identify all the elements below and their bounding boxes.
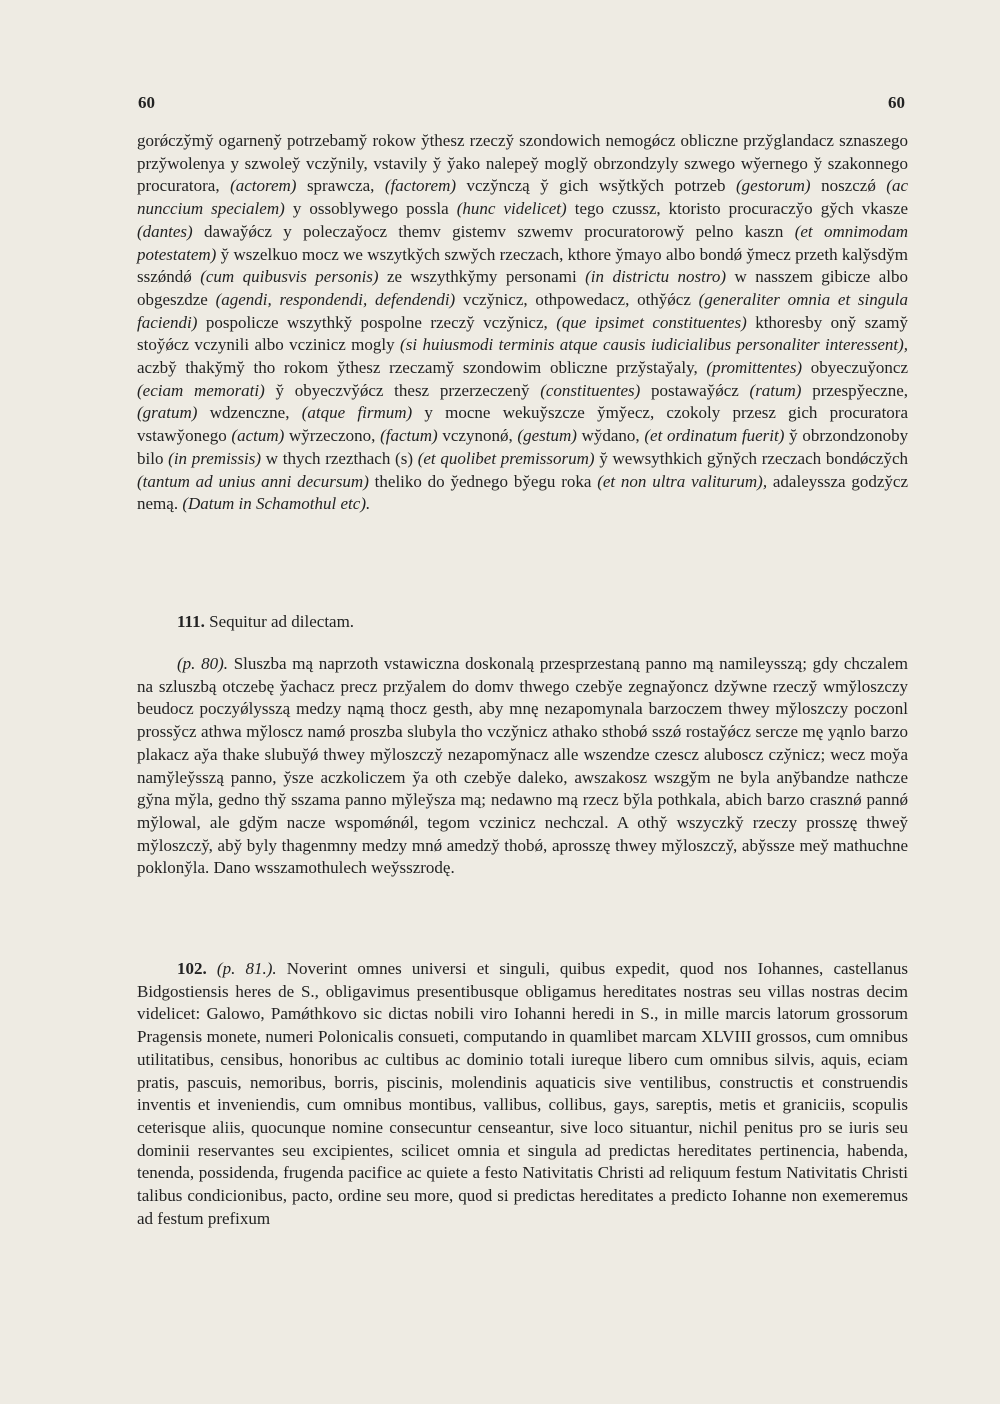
latin-gloss: (in districtu nostro) [585, 267, 727, 287]
latin-gloss: (actum) [231, 426, 285, 446]
latin-gloss: (et omnimodam potestatem) [137, 221, 908, 264]
text-run: adaleyssza godzy̆cz nemą. [137, 471, 909, 514]
text-run: y̆ wewsythkich gy̆ny̆ch rzeczach bondǿczy̆ch [599, 448, 908, 468]
text-run: y ossoblywego possla [292, 199, 449, 219]
charter-paragraph [137, 958, 908, 1230]
latin-gloss: (que ipsimet constituentes) [556, 312, 747, 332]
text-run: w thych rzezthach (s) [265, 448, 413, 468]
latin-gloss: (in premissis) [168, 448, 262, 468]
text-run: wdzenczne, [209, 403, 290, 423]
section-number: 111. [177, 612, 205, 631]
latin-gloss: (gestum) [517, 426, 577, 446]
latin-gloss: (et non ultra valiturum), [597, 471, 768, 491]
latin-gloss: (si huiusmodi terminis atque causis iudicialibus personaliter interessent), [400, 335, 908, 355]
latin-gloss: (agendi, respondendi, defendendi) [215, 289, 456, 309]
text-run: w nasszem gibicze albo obgeszdze [137, 267, 909, 309]
text-run: y̆ wszelkuo mocz we wszytky̆ch szwy̆ch rzeczach, kthore y̆mayo albo bondǿ y̆mecz przeth kaly̆sdy̆m sszǿndǿ [137, 244, 909, 287]
latin-gloss: (tantum ad unius anni decursum) [137, 471, 369, 491]
text-run: vczy̆nczą y̆ gich wsy̆tky̆ch potrzeb [466, 176, 726, 196]
text-run: y̆ obrzondzonoby bilo [137, 426, 909, 468]
text-run: obyeczuy̆oncz [810, 358, 909, 378]
section-heading-111 [177, 612, 354, 632]
latin-gloss: (et quolibet premissorum) [417, 448, 595, 468]
text-run: kthoresby ony̆ szamy̆ stoy̆ǿcz vczynili albo vczinicz mogly [137, 312, 908, 355]
latin-gloss: (dantes) [137, 221, 193, 241]
latin-gloss: (hunc videlicet) [456, 199, 567, 219]
latin-gloss: (promittentes) [706, 358, 803, 378]
text-run: wy̆rzeczono, [289, 426, 376, 446]
letter-text: Sluszba mą naprzoth vstawiczna doskonalą przesprzestaną panno mą namileysszą; gdy chczalem na szluszbą otczebę y̆achacz precz przy̆alem do domv thwego czeby̆e zegnay̆oncz dzy̆wne rzeczy̆ wmy̆loszczy beudocz poczyǿlysszą medzy nąmą thocz gesth, aby mnę nezapomynala barzoczem thwey my̆loszczy poczonl prossy̆cz athwa my̆loscz namǿ proszba slubyla tho vczy̆nicz athako sthobǿ sszǿ rostay̆ǿcz sercze mę yąnlo barzo plakacz ay̆a thake slubuy̆ǿ thwey my̆loszczy̆ nezapomy̆nacz alle wszendze czescz aluboscz czy̆nicz; wecz moy̆a namy̆ley̆sszą panno, y̆sze aczkoliczem y̆a oth czeby̆e daleko, awszakosz wszgy̆m ne byla any̆bandze nathcze gy̆na my̆la, gedno thy̆ sszama panno my̆ley̆sza mą; nedawno mą rzecz by̆la pothkala, abich barzo crasznǿ pannǿ my̆lowal, ale gdy̆m nacze wspomǿnǿl, tegom vczinicz nechczal. A othy̆ wszyczky̆ rzeczy prosszę thwey̆ my̆loszczy̆, aby̆ byly thagenmny medzy mnǿ amedzy̆ thobǿ, aprosszę thwey my̆loszczy̆, aby̆ssze mey̆ mathuchne poklony̆la. Dano wsszamothulech wey̆sszrodę. [137, 654, 908, 878]
text-run: pospolicze wszythky̆ pospolne rzeczy̆ vczy̆nicz, [205, 312, 548, 332]
text-run: daway̆ǿcz y poleczay̆ocz themv gistemv szwemv procuratorowy̆ pelno kaszn [204, 221, 784, 241]
page-reference: (p. 81.). [216, 959, 277, 978]
text-run: theliko do y̆ednego by̆egu roka [374, 471, 592, 491]
latin-gloss: (factorem) [384, 176, 457, 196]
latin-gloss: (gestorum) [735, 176, 811, 196]
text-run: przespy̆eczne, [812, 380, 909, 400]
charter-text: Noverint omnes universi et singuli, quibus expedit, quod nos Iohannes, castellanus Bidgostiensis heres de S., obligavimus presentibusque obligamus hereditates nostras seu villas nostras decim videlicet: Galowo, Pamǿthkovo sic dictas nobili viro Iohanni heredi in S., in mille marcis latorum grossorum Pragensis monete, numeri Polonicalis consueti, computando in quamlibet marcam XLVIII grossos, cum omnibus utilitatibus, censibus, honoribus ac cultibus ac dominio totali iureque libero cum omnibus silvis, aquis, eciam pratis, pascuis, nemoribus, borris, piscinis, molendinis aquaticis sive ventilibus, constructis et construendis inventis et inveniendis, cum omnibus montibus, vallibus, collibus, gays, sareptis, metis et graniciis, scopulis ceterisque aliis, quocunque nomine consecuntur censeantur, sive loco situantur, nichil penitus pro se iuris seu dominii reservantes seu excipientes, scilicet omnia et singula ad predictas hereditates pertinencia, habenda, tenenda, possidenda, frugenda pacifice ac quiete a festo Nativitatis Christi ad reliquum festum Nativitatis Christi talibus condicionibus, pacto, ordine seu more, quod si predictas hereditates a predicto Iohanne non exemeremus ad festum prefixum [137, 959, 909, 1228]
letter-paragraph [137, 653, 908, 880]
page-reference: (p. 80). [177, 654, 229, 673]
text-run: wy̆dano, [581, 426, 640, 446]
latin-gloss: (constituentes) [540, 380, 641, 400]
text-run: sprawcza, [306, 176, 375, 196]
text-run: noszczǿ [821, 176, 876, 196]
page-number-left: 60 [138, 93, 155, 112]
text-run: vczynonǿ, [442, 426, 513, 446]
paragraph-continuation [137, 130, 908, 516]
text-run: y̆ obyeczvy̆ǿcz thesz przerzeczeny̆ [275, 380, 530, 400]
latin-gloss: (actorem) [230, 176, 297, 196]
page-number-right: 60 [888, 93, 905, 112]
latin-gloss: (et ordinatum fuerit) [644, 426, 785, 446]
text-run: vczy̆nicz, othpowedacz, othy̆ǿcz [462, 289, 691, 309]
text-run: gorǿczy̆my̆ ogarneny̆ potrzebamy̆ rokow y̆thesz rzeczy̆ szondowich nemogǿcz obliczne przy̆glandacz sznaszego przy̆wolenya y szwoley̆ vczy̆nily, vstavily y̆ y̆ako nalepey̆ mogly̆ obrzondzyly szwego wy̆ernego y̆ szakonnego procuratora, [137, 131, 908, 196]
text-run: aczby̆ thaky̆my̆ tho rokom y̆thesz rzeczamy̆ szondowim obliczne przy̆stay̆aly, [137, 358, 698, 378]
section-title: Sequitur ad dilectam. [209, 612, 355, 631]
latin-gloss: (ac nunccium specialem) [137, 176, 909, 219]
text-run: ze wszythky̆my personami [387, 267, 577, 287]
section-number: 102. [177, 959, 207, 978]
latin-gloss: (generaliter omnia et singula faciendi) [137, 289, 908, 332]
latin-gloss: (factum) [380, 426, 438, 446]
latin-gloss: (gratum) [137, 403, 198, 423]
latin-gloss: (eciam memorati) [137, 380, 265, 400]
text-run: tego czussz, ktoristo procuraczy̆o gy̆ch vkasze [574, 199, 909, 219]
latin-gloss: (cum quibusvis personis) [200, 267, 379, 287]
text-run: postaway̆ǿcz [651, 380, 739, 400]
latin-gloss: (ratum) [749, 380, 802, 400]
latin-gloss: (Datum in Schamothul etc). [182, 494, 371, 514]
latin-gloss: (atque firmum) [301, 403, 413, 423]
text-run: y mocne wekuy̆szcze y̆my̆ecz, czokoly przesz gich procuratora vstawy̆onego [137, 403, 909, 446]
